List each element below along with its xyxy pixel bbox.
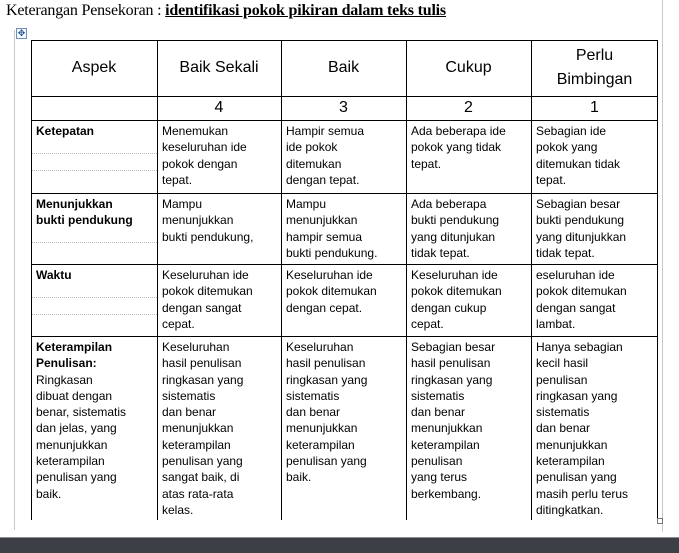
table-resize-handle[interactable] bbox=[657, 518, 663, 524]
gridline bbox=[31, 170, 157, 171]
aspect-note: Ringkasan dibuat dengan benar, sistematis dan jelas, yang menunjukkan keterampilan penulisan yang baik. bbox=[36, 372, 127, 501]
document-status-area bbox=[0, 538, 679, 553]
document-title bbox=[6, 2, 446, 20]
page-margin-guide bbox=[662, 0, 663, 532]
row-waktu-baik-sekali: Keseluruhan ide pokok ditemukan dengan sangat cepat. bbox=[162, 268, 253, 331]
table-border bbox=[31, 193, 658, 194]
aspect-label: Menunjukkan bukti pendukung bbox=[36, 197, 133, 228]
row-keterampilan-aspect bbox=[31, 336, 157, 520]
page-margin-guide bbox=[14, 30, 15, 530]
score-1: 1 bbox=[590, 99, 599, 116]
row-bukti-aspect bbox=[31, 193, 157, 264]
header-baik: Baik bbox=[327, 59, 360, 76]
score-2: 2 bbox=[464, 99, 473, 116]
gridline bbox=[31, 153, 157, 154]
row-ketepatan-cukup: Ada beberapa ide pokok yang tidak tepat. bbox=[411, 124, 506, 171]
table-border bbox=[31, 96, 658, 97]
aspect-label: Ketepatan bbox=[36, 124, 95, 138]
table-border bbox=[281, 40, 282, 520]
table-border bbox=[31, 120, 658, 121]
header-perlu-bimbingan: Perlu Bimbingan bbox=[556, 47, 633, 88]
row-ketepatan-baik: Hampir semua ide pokok ditemukan dengan tepat. bbox=[286, 124, 365, 187]
table-border bbox=[531, 40, 532, 520]
row-bukti-perlu-bimbingan: Sebagian besar bukti pendukung yang ditunjukkan tidak tepat. bbox=[536, 197, 627, 260]
aspect-label: Keterampilan Penulisan: bbox=[36, 340, 113, 371]
row-waktu-baik: Keseluruhan ide pokok ditemukan dengan cepat. bbox=[286, 268, 377, 315]
table-border bbox=[657, 40, 658, 520]
table-border bbox=[31, 40, 32, 520]
score-aspek bbox=[31, 96, 157, 120]
score-4: 4 bbox=[214, 99, 224, 116]
score-3: 3 bbox=[339, 99, 348, 116]
table-border bbox=[31, 264, 658, 265]
row-ketepatan-aspect bbox=[31, 120, 157, 193]
table-border bbox=[31, 40, 658, 41]
rubric-table bbox=[31, 40, 658, 520]
row-waktu-aspect bbox=[31, 264, 157, 336]
table-move-handle-icon[interactable]: ✥ bbox=[17, 28, 26, 38]
gridline bbox=[31, 242, 157, 243]
header-cukup: Cukup bbox=[445, 59, 492, 76]
header-aspek: Aspek bbox=[71, 59, 117, 76]
table-border bbox=[31, 336, 658, 337]
title-subject: identifikasi pokok pikiran dalam teks tulis bbox=[165, 2, 446, 19]
table-border bbox=[157, 40, 158, 520]
title-prefix: Keterangan Pensekoran : bbox=[6, 2, 166, 19]
row-ketepatan-perlu-bimbingan: Sebagian ide pokok yang ditemukan tidak tepat. bbox=[536, 124, 621, 187]
row-keterampilan-cukup: Sebagian besar hasil penulisan ringkasan yang sistematis dan benar menunjukkan keterampilan penulisan yang terus berkembang. bbox=[411, 340, 496, 501]
row-waktu-perlu-bimbingan: eseluruhan ide pokok ditemukan dengan sangat lambat. bbox=[536, 268, 627, 331]
row-keterampilan-perlu-bimbingan: Hanya sebagian kecil hasil penulisan ringkasan yang sistematis dan benar menunjukkan keterampilan penulisan yang masih perlu terus ditingkatkan. bbox=[536, 340, 629, 517]
header-baik-sekali: Baik Sekali bbox=[179, 59, 259, 76]
row-bukti-baik: Mampu menunjukkan hampir semua bukti pendukung. bbox=[286, 197, 378, 260]
row-keterampilan-baik-sekali: Keseluruhan hasil penulisan ringkasan yang sistematis dan benar menunjukkan keterampilan penulisan yang sangat baik, di atas rata-rata kelas. bbox=[162, 340, 244, 517]
aspect-label: Waktu bbox=[36, 268, 72, 282]
row-bukti-baik-sekali: Mampu menunjukkan bukti pendukung, bbox=[162, 197, 254, 244]
row-waktu-cukup: Keseluruhan ide pokok ditemukan dengan cukup cepat. bbox=[411, 268, 502, 331]
row-ketepatan-baik-sekali: Menemukan keseluruhan ide pokok dengan tepat. bbox=[162, 124, 247, 187]
gridline bbox=[31, 314, 157, 315]
table-border bbox=[406, 40, 407, 520]
row-keterampilan-baik: Keseluruhan hasil penulisan ringkasan yang sistematis dan benar menunjukkan keterampilan penulisan yang baik. bbox=[286, 340, 368, 485]
gridline bbox=[31, 297, 157, 298]
row-bukti-cukup: Ada beberapa bukti pendukung yang ditunjukan tidak tepat. bbox=[411, 197, 500, 260]
